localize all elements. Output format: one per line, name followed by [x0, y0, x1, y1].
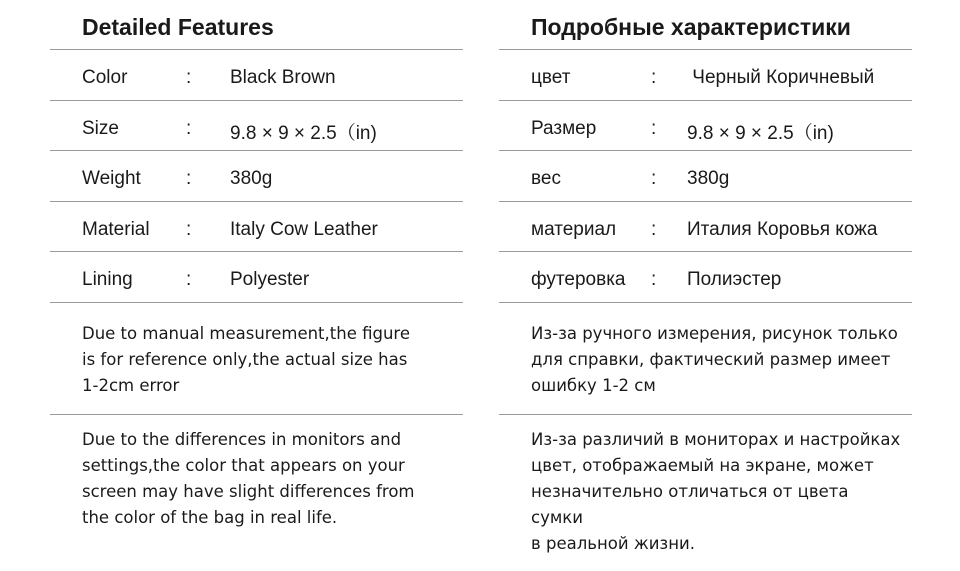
- note-line: цвет, отображаемый на экране, может: [531, 455, 874, 475]
- spec-value: Polyester: [230, 269, 310, 290]
- spec-value: Италия Коровья кожа: [687, 218, 878, 240]
- spec-row-lining: [499, 252, 912, 303]
- spec-row-size: [50, 101, 463, 152]
- note-line: незначительно отличаться от цвета сумки: [531, 481, 849, 527]
- spec-separator: :: [186, 168, 192, 189]
- spec-separator: :: [651, 67, 657, 88]
- spec-value: 9.8 × 9 × 2.5（in): [230, 122, 377, 144]
- note-line: the color of the bag in real life.: [82, 507, 338, 527]
- spec-label: Weight: [82, 168, 141, 189]
- measurement-note: [499, 303, 912, 415]
- spec-value: 380g: [687, 168, 730, 189]
- note-line: в реальной жизни.: [531, 533, 695, 553]
- measurement-note: [50, 303, 463, 415]
- spec-label: Размер: [531, 117, 597, 139]
- spec-separator: :: [651, 168, 657, 189]
- spec-separator: :: [186, 218, 192, 240]
- russian-column: [499, 0, 912, 557]
- note-line: Из-за ручного измерения, рисунок только: [531, 323, 898, 343]
- english-title: Detailed Features: [50, 0, 463, 50]
- spec-row-lining: [50, 252, 463, 303]
- spec-separator: :: [651, 269, 657, 290]
- spec-row-size: [499, 101, 912, 152]
- spec-row-material: [50, 202, 463, 253]
- spec-label: материал: [531, 218, 617, 240]
- english-column: [50, 0, 463, 531]
- note-line: Из-за различий в мониторах и настройках: [531, 429, 901, 449]
- spec-row-color: [499, 50, 912, 101]
- note-line: Due to manual measurement,the figure: [82, 323, 410, 343]
- spec-row-weight: [499, 151, 912, 202]
- note-line: ошибку 1-2 см: [531, 375, 656, 395]
- spec-label: Color: [82, 67, 128, 88]
- spec-value: Черный Коричневый: [687, 67, 875, 88]
- spec-row-material: [499, 202, 912, 253]
- note-line: is for reference only,the actual size has: [82, 349, 408, 369]
- note-line: settings,the color that appears on your: [82, 455, 405, 475]
- spec-row-weight: [50, 151, 463, 202]
- note-line: для справки, фактический размер имеет: [531, 349, 891, 369]
- color-note: [50, 415, 463, 531]
- spec-value: Italy Cow Leather: [230, 218, 378, 240]
- spec-value: Полиэстер: [687, 269, 782, 290]
- spec-label: футеровка: [531, 269, 626, 290]
- spec-row-color: [50, 50, 463, 101]
- spec-value: Black Brown: [230, 67, 336, 88]
- spec-label: цвет: [531, 67, 571, 88]
- note-line: screen may have slight differences from: [82, 481, 415, 501]
- note-line: 1-2cm error: [82, 375, 180, 395]
- spec-label: Size: [82, 117, 119, 139]
- spec-separator: :: [186, 269, 192, 290]
- color-note: [499, 415, 912, 557]
- spec-value: 380g: [230, 168, 273, 189]
- spec-separator: :: [651, 117, 657, 139]
- note-line: Due to the differences in monitors and: [82, 429, 402, 449]
- spec-label: вес: [531, 168, 561, 189]
- russian-title: Подробные характеристики: [499, 0, 912, 50]
- spec-separator: :: [186, 117, 192, 139]
- spec-separator: :: [651, 218, 657, 240]
- spec-label: Lining: [82, 269, 133, 290]
- spec-value: 9.8 × 9 × 2.5（in): [687, 122, 834, 144]
- spec-separator: :: [186, 67, 192, 88]
- spec-label: Material: [82, 218, 150, 240]
